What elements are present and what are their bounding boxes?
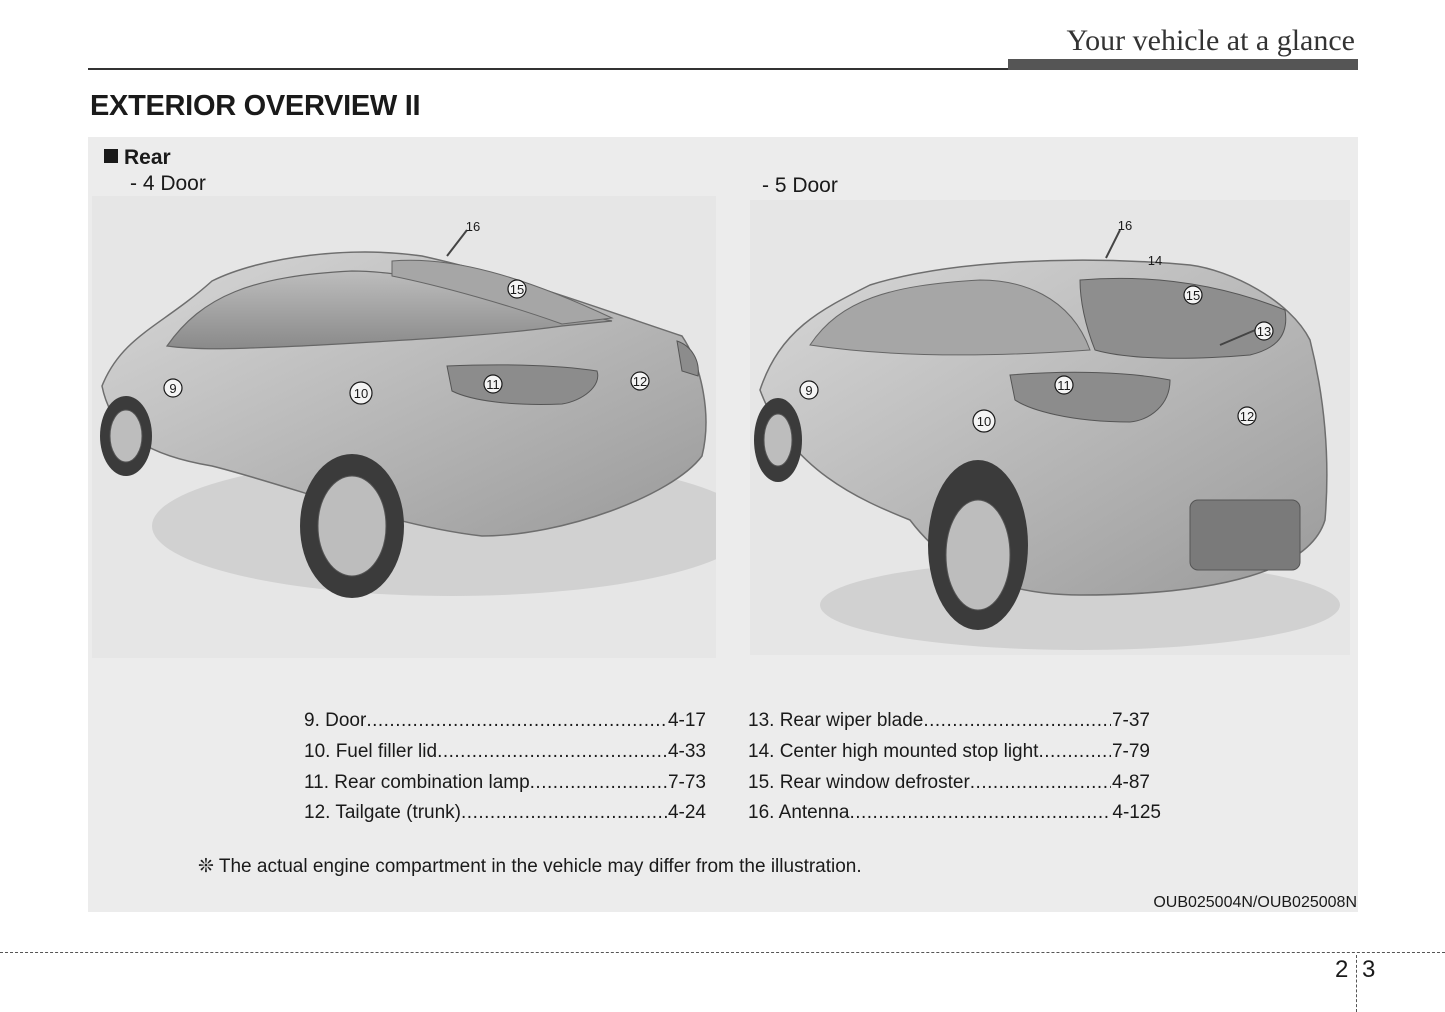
legend-label: 15. Rear window defroster (748, 772, 970, 793)
callout-14 (1148, 253, 1162, 268)
section-label (104, 146, 171, 170)
legend-page-ref: 4-17 (667, 710, 706, 731)
svg-text:9: 9 (805, 383, 813, 398)
illustration-note: ❊ The actual engine compartment in the vehicle may differ from the illustration. (198, 856, 862, 877)
leader-dots (366, 710, 667, 732)
page-number: 3 (1362, 956, 1376, 983)
leader-dots (461, 802, 667, 824)
variant-label-4-door: - 4 Door (130, 172, 206, 195)
antenna-line (447, 230, 467, 256)
sedan-rear-illustration (92, 196, 716, 658)
svg-text:16: 16 (465, 219, 481, 234)
hatchback-rear-rim (946, 500, 1010, 610)
section-label-text: Rear (124, 146, 171, 169)
legend-page-ref: 7-79 (1111, 741, 1150, 762)
callout-16 (466, 219, 480, 234)
legend-item (304, 772, 706, 794)
legend-label: 14. Center high mounted stop light (748, 741, 1039, 762)
header-rule-accent (1008, 59, 1358, 70)
page-title: EXTERIOR OVERVIEW II (90, 90, 421, 122)
square-bullet-icon (104, 149, 118, 163)
legend-label: 9. Door (304, 710, 367, 731)
svg-text:10: 10 (976, 414, 992, 429)
legend-label: 10. Fuel filler lid (304, 741, 438, 762)
leader-dots (923, 710, 1111, 732)
svg-text:15: 15 (509, 282, 525, 297)
hatchback-front-rim (764, 414, 792, 466)
callout-13 (1255, 322, 1273, 340)
leader-dots (1038, 741, 1111, 763)
callout-16 (1118, 218, 1132, 233)
legend-label: 13. Rear wiper blade (748, 710, 924, 731)
legend-page-ref: 4-125 (1112, 802, 1161, 823)
legend-page-ref: 4-87 (1111, 772, 1150, 793)
legend-label: 12. Tailgate (trunk) (304, 802, 462, 823)
legend-page-ref: 7-37 (1111, 710, 1150, 731)
svg-text:13: 13 (1256, 324, 1272, 339)
svg-text:12: 12 (1239, 409, 1255, 424)
callout-9 (164, 379, 182, 397)
callout-10 (350, 382, 372, 404)
sedan-rear-rim (318, 476, 386, 576)
callout-12 (1238, 407, 1256, 425)
leader-dots (530, 772, 667, 794)
section-header-title: Your vehicle at a glance (1066, 24, 1355, 57)
legend-item (304, 741, 706, 763)
image-code: OUB025004N/OUB025008N (1153, 894, 1357, 911)
leader-dots (437, 741, 667, 763)
svg-text:12: 12 (632, 374, 648, 389)
leader-dots (970, 772, 1111, 794)
legend-label: 16. Antenna (748, 802, 850, 823)
legend-item (748, 741, 1150, 763)
svg-text:11: 11 (1057, 378, 1071, 393)
sedan-front-rim (110, 410, 142, 462)
legend-page-ref: 4-33 (667, 741, 706, 762)
variant-label-5-door: - 5 Door (762, 174, 838, 197)
callout-15 (508, 280, 526, 298)
legend-label: 11. Rear combination lamp (304, 772, 530, 793)
legend-item (748, 710, 1150, 732)
svg-text:14: 14 (1147, 253, 1163, 268)
header-rule (88, 68, 1010, 70)
legend-item (304, 802, 706, 824)
legend-page-ref: 4-24 (667, 802, 706, 823)
callout-9 (800, 381, 818, 399)
callout-11 (484, 375, 502, 393)
callout-11 (1055, 376, 1073, 394)
legend-item (304, 710, 706, 732)
callout-12 (631, 372, 649, 390)
svg-text:16: 16 (1117, 218, 1133, 233)
callout-10 (973, 410, 995, 432)
legend-page-ref: 7-73 (667, 772, 706, 793)
legend-item (748, 802, 1161, 824)
footer-divider (1356, 955, 1357, 1012)
license-plate-area (1190, 500, 1300, 570)
footer-rule (0, 952, 1445, 953)
chapter-number: 2 (1335, 956, 1349, 983)
svg-text:9: 9 (169, 381, 177, 396)
svg-text:11: 11 (486, 377, 500, 392)
leader-dots (849, 802, 1111, 824)
callout-15 (1184, 286, 1202, 304)
svg-text:15: 15 (1185, 288, 1201, 303)
svg-text:10: 10 (353, 386, 369, 401)
legend-item (748, 772, 1150, 794)
antenna-line (1106, 230, 1120, 258)
hatchback-rear-illustration (750, 200, 1350, 655)
